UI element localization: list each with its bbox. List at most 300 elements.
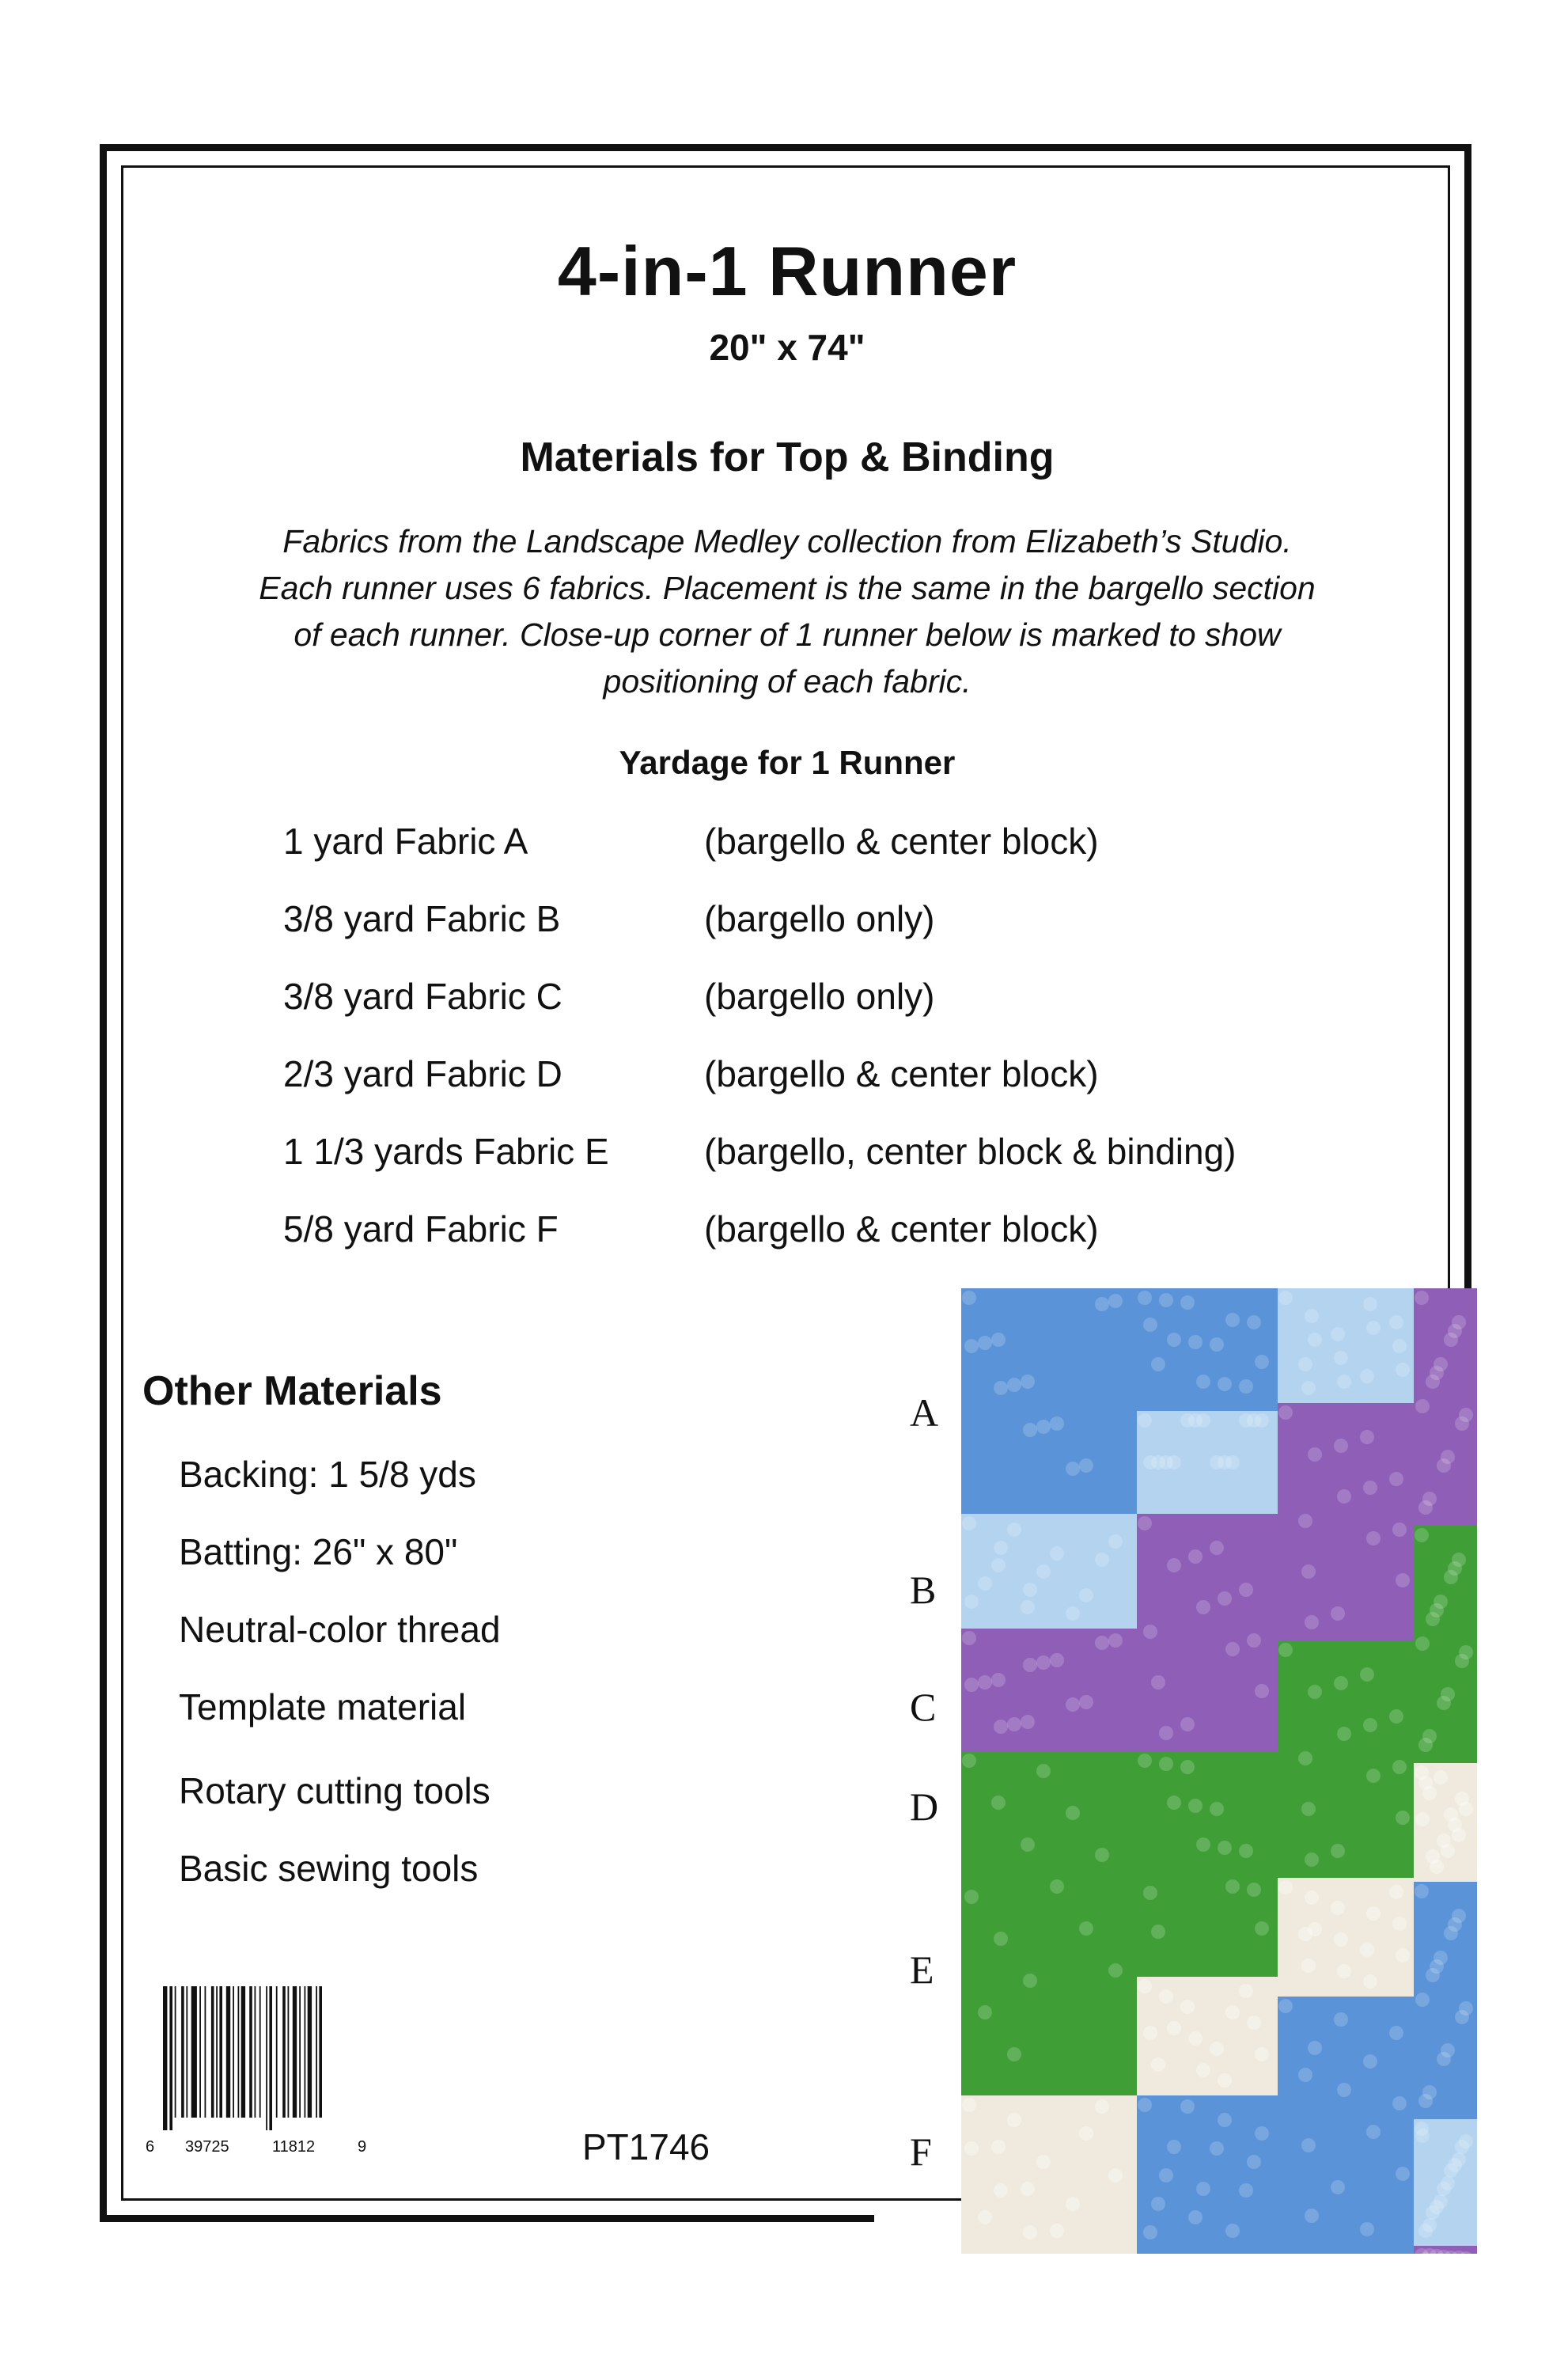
fabric-texture <box>1066 2197 1080 2211</box>
fabric-texture <box>1396 1363 1410 1377</box>
fabric-texture <box>1007 1717 1021 1731</box>
barcode-bar <box>299 1986 301 2118</box>
fabric-texture <box>1452 2152 1466 2167</box>
fabric-texture <box>1301 1381 1316 1395</box>
fabric-texture <box>1422 1786 1437 1800</box>
fabric-texture <box>1138 1979 1152 1993</box>
fabric-texture <box>1151 2197 1165 2211</box>
fabric-texture <box>964 1339 979 1353</box>
fabric-texture <box>1363 1297 1377 1311</box>
fabric-texture <box>1167 2021 1181 2035</box>
fabric-texture <box>1337 1964 1351 1978</box>
fabric-texture <box>1392 2096 1407 2110</box>
barcode-bar <box>181 1986 184 2118</box>
fabric-texture <box>991 1333 1006 1347</box>
fabric-texture <box>1360 1667 1374 1682</box>
fabric-texture <box>1167 2140 1181 2154</box>
fabric-texture <box>1441 2043 1455 2057</box>
fabric-texture <box>1079 1921 1093 1936</box>
fabric-texture <box>1334 1439 1348 1453</box>
yardage-qty: 3/8 yard Fabric B <box>283 898 561 939</box>
fabric-texture <box>1452 1828 1466 1842</box>
fabric-texture <box>1036 1564 1051 1579</box>
fabric-texture <box>1050 1416 1064 1431</box>
fabric-texture <box>1210 1541 1224 1555</box>
fabric-texture <box>1366 2125 1381 2139</box>
fabric-texture <box>1188 1799 1203 1813</box>
fabric-texture <box>1337 1727 1351 1741</box>
fabric-texture <box>1415 1399 1430 1413</box>
fabric-texture <box>1023 1423 1037 1437</box>
fabric-texture <box>1079 1695 1093 1709</box>
fabric-patch <box>961 1288 1137 1514</box>
fabric-texture <box>1441 2176 1455 2190</box>
other-materials-heading: Other Materials <box>142 1368 442 1414</box>
fabric-texture <box>1366 1321 1381 1335</box>
fabric-texture <box>1196 2063 1210 2077</box>
fabric-texture <box>1255 1921 1269 1936</box>
fabric-texture <box>1392 1917 1407 1931</box>
fabric-texture <box>1247 2016 1261 2030</box>
fabric-texture <box>1331 1606 1345 1621</box>
fabric-texture <box>1180 1413 1195 1428</box>
yardage-use: (bargello & center block) <box>704 1053 1099 1094</box>
fabric-texture <box>991 1673 1006 1687</box>
fabric-texture <box>1079 1588 1093 1602</box>
fabric-texture <box>1225 1313 1240 1327</box>
fabric-texture <box>978 2210 992 2224</box>
fabric-texture <box>1138 2098 1152 2112</box>
barcode-bar <box>169 1986 172 2130</box>
fabric-texture <box>1225 2224 1240 2238</box>
barcode-bar <box>199 1986 201 2118</box>
fabric-texture <box>1036 2155 1051 2169</box>
fabric-texture <box>1050 1879 1064 1894</box>
fabric-texture <box>1180 1760 1195 1774</box>
fabric-texture <box>1308 1333 1322 1347</box>
fabric-texture <box>1180 2099 1195 2114</box>
fabric-texture <box>1050 1653 1064 1667</box>
fabric-texture <box>994 2183 1008 2198</box>
fabric-texture <box>1225 2005 1240 2019</box>
fabric-patch <box>1137 1288 1278 1411</box>
fabric-texture <box>1143 1455 1157 1470</box>
barcode-bar <box>219 1986 222 2118</box>
yardage-use: (bargello & center block) <box>704 1208 1099 1250</box>
product-code: PT1746 <box>582 2126 710 2167</box>
fabric-texture <box>1050 2224 1064 2238</box>
fabric-patch <box>1137 1977 1278 2095</box>
fabric-texture <box>1188 1549 1203 1564</box>
fabric-texture <box>1360 2222 1374 2236</box>
fabric-texture <box>962 2098 976 2112</box>
fabric-texture <box>1459 1802 1473 1816</box>
fabric-texture <box>1180 2000 1195 2014</box>
yardage-use: (bargello only) <box>704 898 935 939</box>
fabric-texture <box>964 1678 979 1692</box>
fabric-texture <box>964 1890 979 1904</box>
fabric-texture <box>1415 1812 1430 1826</box>
barcode-bar <box>259 1986 261 2118</box>
fabric-texture <box>1434 1357 1448 1371</box>
barcode-bar <box>216 1986 218 2118</box>
fabric-texture <box>1180 1717 1195 1731</box>
yardage-qty: 1 yard Fabric A <box>283 821 528 862</box>
fabric-texture <box>1434 2194 1448 2209</box>
fabric-texture <box>1301 1564 1316 1579</box>
yardage-use: (bargello, center block & binding) <box>704 1131 1237 1172</box>
fabric-texture <box>1278 1880 1293 1894</box>
fabric-texture <box>1363 1718 1377 1732</box>
fabric-texture <box>1108 2168 1123 2182</box>
fabric-texture <box>1239 1984 1253 1998</box>
fabric-texture <box>1210 2042 1224 2056</box>
fabric-texture <box>1392 1760 1407 1774</box>
intro-line: Fabrics from the Landscape Medley collection from Elizabeth’s Studio. <box>282 523 1292 559</box>
fabric-letter: C <box>910 1685 937 1729</box>
fabric-texture <box>1389 1709 1403 1724</box>
barcode-bar <box>175 1986 176 2118</box>
fabric-texture <box>1422 1492 1437 1506</box>
fabric-texture <box>1298 1514 1312 1528</box>
fabric-texture <box>1143 1886 1157 1900</box>
barcode-bar <box>269 1986 272 2130</box>
fabric-texture <box>1389 1472 1403 1486</box>
frame-gap <box>874 2208 961 2232</box>
fabric-texture <box>1301 2138 1316 2152</box>
materials-heading: Materials for Top & Binding <box>520 434 1055 480</box>
intro-line: of each runner. Close-up corner of 1 runner below is marked to show <box>294 616 1281 653</box>
fabric-texture <box>1079 2126 1093 2141</box>
barcode-bar <box>211 1986 214 2118</box>
fabric-texture <box>1167 1333 1181 1347</box>
pattern-title: 4-in-1 Runner <box>557 232 1017 310</box>
fabric-texture <box>1036 1764 1051 1778</box>
fabric-texture <box>1305 1890 1319 1905</box>
fabric-texture <box>1255 2126 1269 2141</box>
fabric-texture <box>1331 1844 1345 1858</box>
fabric-texture <box>1143 2026 1157 2040</box>
barcode-digit: 11812 <box>272 2138 316 2156</box>
fabric-texture <box>1108 1963 1123 1978</box>
fabric-texture <box>1239 1844 1253 1858</box>
fabric-texture <box>1441 1450 1455 1464</box>
other-material-item: Rotary cutting tools <box>179 1770 490 1811</box>
barcode-bar <box>226 1986 230 2118</box>
fabric-texture <box>1247 2155 1261 2169</box>
fabric-texture <box>1301 1802 1316 1816</box>
fabric-texture <box>1360 1369 1374 1383</box>
other-material-item: Batting: 26" x 80" <box>179 1531 458 1572</box>
fabric-texture <box>1366 1531 1381 1545</box>
fabric-texture <box>1360 1943 1374 1957</box>
fabric-texture <box>1210 1802 1224 1816</box>
other-material-item: Neutral-color thread <box>179 1609 501 1650</box>
fabric-patch <box>1137 1514 1278 1751</box>
fabric-texture <box>1196 2182 1210 2196</box>
fabric-texture <box>1138 1516 1152 1530</box>
fabric-texture <box>1459 2001 1473 2016</box>
fabric-texture <box>1143 2225 1157 2239</box>
fabric-texture <box>1066 1606 1080 1621</box>
fabric-texture <box>1389 1885 1403 1899</box>
barcode-bar <box>316 1986 317 2118</box>
barcode-digit: 9 <box>358 2138 367 2156</box>
barcode-bar <box>163 1986 167 2130</box>
yardage-qty: 5/8 yard Fabric F <box>283 1208 559 1250</box>
fabric-texture <box>1434 1951 1448 1965</box>
fabric-texture <box>991 1558 1006 1572</box>
fabric-texture <box>1210 1337 1224 1352</box>
fabric-letter: D <box>910 1784 939 1829</box>
fabric-texture <box>1143 1318 1157 1332</box>
fabric-texture <box>1196 1600 1210 1614</box>
fabric-texture <box>1138 1413 1152 1428</box>
fabric-patch <box>961 1751 1137 2095</box>
fabric-texture <box>991 2140 1006 2154</box>
fabric-texture <box>1095 1297 1109 1311</box>
fabric-texture <box>962 1291 976 1305</box>
fabric-texture <box>1278 1999 1293 2013</box>
intro-line: positioning of each fabric. <box>603 663 971 700</box>
fabric-texture <box>1247 1883 1261 1897</box>
fabric-texture <box>1396 1948 1410 1963</box>
fabric-texture <box>1278 1643 1293 1657</box>
finished-size: 20" x 74" <box>709 327 865 368</box>
fabric-texture <box>1247 1315 1261 1329</box>
fabric-texture <box>1305 1853 1319 1867</box>
fabric-texture <box>1239 1583 1253 1597</box>
fabric-texture <box>1331 1327 1345 1341</box>
fabric-letter: B <box>910 1568 937 1612</box>
yardage-qty: 3/8 yard Fabric C <box>283 976 562 1017</box>
fabric-texture <box>1225 1642 1240 1656</box>
fabric-texture <box>1007 2113 1021 2127</box>
fabric-texture <box>1218 1377 1232 1391</box>
fabric-texture <box>1151 1357 1165 1371</box>
fabric-texture <box>1159 2168 1173 2182</box>
fabric-texture <box>1389 2026 1403 2040</box>
fabric-texture <box>962 1631 976 1645</box>
fabric-texture <box>1095 1848 1109 1862</box>
fabric-texture <box>994 1381 1008 1395</box>
fabric-letter: E <box>910 1947 934 1992</box>
fabric-texture <box>1308 1685 1322 1699</box>
fabric-texture <box>1138 1754 1152 1768</box>
fabric-texture <box>1422 2085 1437 2099</box>
fabric-texture <box>964 1595 979 1609</box>
fabric-texture <box>1180 1295 1195 1310</box>
fabric-patch <box>1278 1640 1414 1878</box>
fabric-texture <box>1337 1489 1351 1504</box>
fabric-texture <box>1188 1335 1203 1349</box>
fabric-texture <box>1298 2068 1312 2082</box>
fabric-texture <box>1196 1375 1210 1389</box>
fabric-texture <box>1143 1625 1157 1639</box>
yardage-qty: 1 1/3 yards Fabric E <box>283 1131 609 1172</box>
fabric-texture <box>1334 2012 1348 2027</box>
fabric-texture <box>1396 2167 1410 2181</box>
fabric-texture <box>1066 1806 1080 1820</box>
fabric-texture <box>1023 1583 1037 1597</box>
fabric-texture <box>1441 1844 1455 1858</box>
fabric-texture <box>1331 2180 1345 2194</box>
fabric-texture <box>1305 1309 1319 1323</box>
fabric-texture <box>1095 1553 1109 1567</box>
fabric-texture <box>1021 1837 1035 1852</box>
fabric-texture <box>1434 1595 1448 1609</box>
fabric-texture <box>1108 1294 1123 1308</box>
fabric-texture <box>1167 1558 1181 1572</box>
fabric-texture <box>1159 1989 1173 2004</box>
fabric-texture <box>1188 2031 1203 2046</box>
fabric-patch <box>1137 2095 1278 2254</box>
fabric-texture <box>1452 1315 1466 1329</box>
intro-line: Each runner uses 6 fabrics. Placement is the same in the bargello section <box>259 570 1316 606</box>
fabric-texture <box>1459 2134 1473 2148</box>
fabric-texture <box>1298 1357 1312 1371</box>
fabric-texture <box>994 1932 1008 1946</box>
fabric-texture <box>1218 2073 1232 2088</box>
fabric-texture <box>1363 1974 1377 1989</box>
fabric-texture <box>1415 1636 1430 1651</box>
fabric-texture <box>1066 1697 1080 1712</box>
fabric-texture <box>1159 1757 1173 1771</box>
yardage-use: (bargello & center block) <box>704 821 1099 862</box>
fabric-texture <box>1366 1769 1381 1783</box>
fabric-texture <box>1151 2057 1165 2072</box>
barcode-bar <box>249 1986 252 2118</box>
fabric-texture <box>1108 1633 1123 1648</box>
fabric-texture <box>1334 1351 1348 1365</box>
fabric-texture <box>1415 1528 1429 1542</box>
fabric-texture <box>1308 1447 1322 1462</box>
fabric-texture <box>1151 1925 1165 1939</box>
fabric-texture <box>1196 1837 1210 1852</box>
fabric-texture <box>1159 1726 1173 1740</box>
fabric-texture <box>1452 1553 1466 1567</box>
barcode-bar <box>288 1986 290 2118</box>
fabric-texture <box>1095 2099 1109 2114</box>
fabric-texture <box>1278 1405 1293 1420</box>
fabric-texture <box>1095 1636 1109 1650</box>
fabric-texture <box>1021 2182 1035 2196</box>
fabric-texture <box>1334 1676 1348 1690</box>
fabric-texture <box>964 2141 979 2156</box>
fabric-texture <box>978 2005 992 2019</box>
fabric-texture <box>1459 1408 1473 1422</box>
fabric-texture <box>1452 1909 1466 1923</box>
fabric-texture <box>962 1754 976 1768</box>
barcode-bar <box>319 1986 322 2118</box>
barcode-bar <box>191 1986 197 2118</box>
fabric-texture <box>1334 1932 1348 1947</box>
fabric-texture <box>1366 1906 1381 1921</box>
yardage-qty: 2/3 yard Fabric D <box>283 1053 562 1094</box>
fabric-texture <box>1023 1658 1037 1672</box>
fabric-texture <box>1239 1413 1253 1428</box>
barcode-bar <box>186 1986 187 2118</box>
fabric-texture <box>1255 2047 1269 2061</box>
yardage-heading: Yardage for 1 Runner <box>619 744 956 781</box>
barcode <box>161 1986 369 2130</box>
fabric-texture <box>1363 1481 1377 1495</box>
intro-paragraph <box>127 518 1448 705</box>
fabric-letter: A <box>910 1390 939 1435</box>
fabric-texture <box>1023 2225 1037 2239</box>
fabric-texture <box>1225 1879 1240 1894</box>
barcode-bar <box>276 1986 278 2118</box>
fabric-texture <box>1422 1729 1437 1743</box>
fabric-texture <box>1434 1770 1448 1784</box>
bargello-closeup <box>961 1288 1477 2254</box>
fabric-texture <box>1159 1293 1173 1307</box>
fabric-texture <box>1188 2210 1203 2224</box>
fabric-texture <box>1396 1811 1410 1825</box>
fabric-texture <box>1036 1420 1051 1434</box>
fabric-texture <box>978 1675 992 1689</box>
barcode-bar <box>233 1986 234 2118</box>
fabric-texture <box>1007 2047 1021 2061</box>
fabric-texture <box>1007 1523 1021 1537</box>
fabric-texture <box>1308 2041 1322 2055</box>
fabric-texture <box>1218 1841 1232 1855</box>
fabric-texture <box>1441 1687 1455 1701</box>
fabric-texture <box>1396 1573 1410 1587</box>
fabric-texture <box>1337 2083 1351 2097</box>
fabric-texture <box>1415 1993 1430 2007</box>
fabric-texture <box>1036 1655 1051 1670</box>
fabric-texture <box>994 1541 1008 1555</box>
fabric-texture <box>1305 1615 1319 1629</box>
fabric-texture <box>1239 2183 1253 2198</box>
fabric-texture <box>1247 1633 1261 1648</box>
fabric-texture <box>1278 1291 1293 1305</box>
fabric-texture <box>1021 1375 1035 1389</box>
fabric-texture <box>978 1576 992 1591</box>
fabric-patch <box>1278 1403 1414 1640</box>
fabric-texture <box>1218 2113 1232 2127</box>
barcode-bar <box>293 1986 297 2118</box>
barcode-bar <box>308 1986 312 2118</box>
barcode-bar <box>305 1986 306 2118</box>
fabric-texture <box>1301 1959 1316 1973</box>
other-material-item: Basic sewing tools <box>179 1848 479 1889</box>
barcode-digit: 6 <box>146 2138 155 2156</box>
fabric-texture <box>1151 1675 1165 1689</box>
barcode-bar <box>238 1986 240 2118</box>
fabric-texture <box>1021 1600 1035 1614</box>
fabric-texture <box>991 1796 1006 1810</box>
fabric-letter: F <box>910 2129 932 2174</box>
fabric-texture <box>1360 1430 1374 1444</box>
fabric-texture <box>1255 1355 1269 1369</box>
fabric-texture <box>1023 1974 1037 1988</box>
barcode-bar <box>266 1986 267 2130</box>
fabric-texture <box>1007 1378 1021 1392</box>
fabric-texture <box>1305 2209 1319 2223</box>
fabric-texture <box>1298 1927 1312 1941</box>
fabric-texture <box>1298 1751 1312 1765</box>
barcode-bar <box>205 1986 206 2118</box>
barcode-bar <box>282 1986 286 2118</box>
fabric-texture <box>1108 1534 1123 1549</box>
fabric-texture <box>1459 1645 1473 1659</box>
fabric-texture <box>1337 1375 1351 1389</box>
fabric-texture <box>1430 1860 1444 1874</box>
fabric-texture <box>1167 1796 1181 1810</box>
barcode-bar <box>241 1986 245 2118</box>
